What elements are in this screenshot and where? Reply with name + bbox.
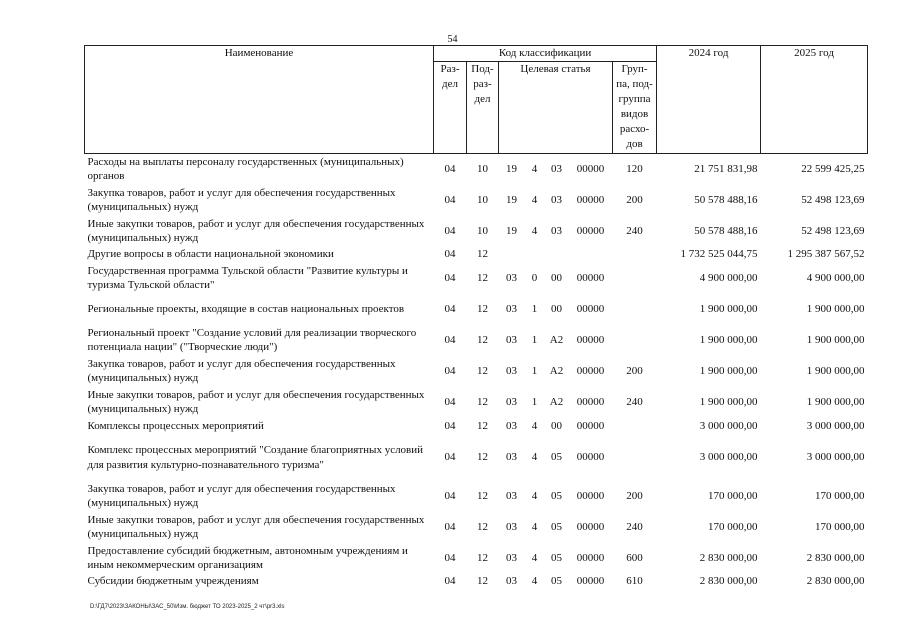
row-amount-2025: 3 000 000,00: [806, 419, 865, 432]
row-target-item: 05: [551, 551, 562, 564]
row-amount-2024: 50 578 488,16: [694, 224, 758, 237]
row-target-item: [545, 247, 569, 263]
row-section: 04: [444, 333, 456, 346]
row-expense-type: 120: [626, 162, 643, 175]
row-amount-2024: 3 000 000,00: [699, 419, 758, 432]
row-name: Закупка товаров, работ и услуг для обеспечения государственных (муниципальных) нужд: [87, 186, 396, 213]
row-target-type: 4: [531, 224, 538, 237]
row-amount-2024: 2 830 000,00: [699, 551, 758, 564]
row-target-type: 1: [531, 302, 538, 315]
row-target-program: 03: [506, 271, 517, 284]
row-section: 04: [444, 302, 456, 315]
table-row: [85, 543, 868, 574]
row-subsection: 12: [477, 395, 488, 408]
row-section: 04: [444, 364, 456, 377]
row-target-program: 03: [506, 520, 517, 533]
row-target-code: 00000: [576, 364, 605, 377]
row-subsection: 10: [477, 224, 488, 237]
row-amount-2024: 21 751 831,98: [694, 162, 758, 175]
row-amount-2025: 1 900 000,00: [806, 395, 865, 408]
header-expense-group: Груп- па, под- группа видов расхо- дов: [613, 62, 657, 154]
row-name: Региональный проект "Создание условий для реализации творческого потенциала нации" ("Творческие люди"): [87, 326, 417, 353]
row-target-code: 00000: [576, 551, 605, 564]
row-amount-2024: 1 900 000,00: [699, 364, 758, 377]
row-target-item: A2: [549, 364, 564, 377]
row-target-program: 19: [506, 193, 517, 206]
row-name: Субсидии бюджетным учреждениям: [87, 575, 259, 588]
row-expense-type: 240: [626, 395, 643, 408]
table-row: [85, 356, 868, 387]
row-target-item: A2: [549, 395, 564, 408]
row-amount-2025: 170 000,00: [815, 520, 865, 533]
row-target-item: 03: [551, 224, 562, 237]
table-row: [85, 481, 868, 512]
row-expense-type: [613, 247, 657, 263]
row-target-type: 4: [531, 451, 538, 463]
row-section: 04: [444, 193, 456, 206]
row-name: Комплекс процессных мероприятий "Создание благоприятных условий для развития культурно-познавательного туризма": [87, 444, 424, 471]
row-name: Закупка товаров, работ и услуг для обеспечения государственных (муниципальных) нужд: [87, 357, 396, 384]
row-target-type: 4: [531, 419, 538, 432]
row-target-item: 00: [551, 302, 562, 315]
row-target-program: 03: [506, 302, 517, 315]
row-target-code: 00000: [576, 419, 605, 432]
row-name: Предоставление субсидий бюджетным, автономным учреждениям и иным некоммерческим организациям: [87, 544, 408, 571]
row-amount-2025: 52 498 123,69: [801, 193, 865, 206]
row-expense-type: 600: [626, 551, 643, 564]
row-target-type: 1: [531, 333, 538, 346]
row-subsection: 12: [477, 520, 488, 533]
row-subsection: 10: [477, 162, 488, 175]
row-expense-type: [613, 263, 657, 294]
row-name: Другие вопросы в области национальной экономики: [87, 248, 334, 261]
row-section: 04: [444, 575, 456, 587]
row-target-item: A2: [549, 333, 564, 346]
table-row: [85, 512, 868, 543]
row-subsection: 12: [477, 551, 488, 564]
table-row: [85, 185, 868, 216]
row-target-code: [569, 247, 613, 263]
budget-table: [84, 45, 868, 590]
row-section: 04: [444, 395, 456, 408]
row-subsection: 12: [477, 248, 488, 260]
row-section: 04: [444, 520, 456, 533]
row-name: Расходы на выплаты персоналу государственных (муниципальных) органов: [87, 155, 404, 183]
row-target-code: 00000: [576, 451, 605, 463]
table-row: [85, 216, 868, 247]
row-target-code: 00000: [576, 224, 605, 237]
table-row: [85, 263, 868, 294]
row-section: 04: [444, 224, 456, 237]
table-row: [85, 247, 868, 263]
row-section: 04: [444, 271, 456, 284]
row-name: Закупка товаров, работ и услуг для обеспечения государственных (муниципальных) нужд: [87, 482, 396, 509]
row-amount-2025: 2 830 000,00: [806, 551, 865, 564]
header-subsection: Под- раз- дел: [467, 62, 499, 154]
row-target-item: 05: [551, 489, 562, 502]
row-target-code: 00000: [576, 162, 605, 175]
header-name: Наименование: [85, 46, 434, 154]
row-target-type: 4: [531, 551, 538, 564]
row-section: 04: [444, 551, 456, 564]
row-subsection: 12: [477, 333, 488, 346]
row-expense-type: 200: [626, 489, 643, 502]
row-amount-2025: 52 498 123,69: [801, 224, 865, 237]
row-target-program: 03: [506, 395, 517, 408]
row-target-program: 19: [506, 162, 517, 175]
row-section: 04: [444, 419, 456, 432]
row-target-type: 4: [531, 193, 538, 206]
row-target-program: 19: [506, 224, 517, 237]
row-target-program: 03: [506, 419, 517, 432]
row-target-program: 03: [506, 575, 517, 587]
row-target-code: 00000: [576, 193, 605, 206]
row-subsection: 12: [477, 451, 488, 463]
row-target-item: 05: [551, 451, 562, 463]
row-target-code: 00000: [576, 333, 605, 346]
row-target-program: 03: [506, 364, 517, 377]
row-name: Региональные проекты, входящие в состав национальных проектов: [87, 302, 405, 315]
row-target-item: 05: [551, 575, 562, 587]
row-subsection: 10: [477, 193, 488, 206]
header-classification: Код классификации: [434, 46, 657, 62]
row-target-code: 00000: [576, 271, 605, 284]
page-number: 54: [447, 34, 458, 45]
row-target-item: 05: [551, 520, 562, 533]
row-expense-type: 240: [626, 224, 643, 237]
row-subsection: 12: [477, 419, 488, 432]
row-amount-2025: 1 900 000,00: [806, 333, 865, 346]
row-target-item: 00: [551, 419, 562, 432]
row-expense-type: [613, 294, 657, 325]
row-amount-2025: 1 900 000,00: [806, 302, 865, 315]
row-target-type: 4: [531, 489, 538, 502]
row-target-type: 1: [531, 395, 538, 408]
row-name: Иные закупки товаров, работ и услуг для обеспечения государственных (муниципальных) нужд: [87, 388, 425, 415]
row-subsection: 12: [477, 364, 488, 377]
row-target-program: 03: [506, 333, 517, 346]
row-amount-2024: 170 000,00: [708, 520, 758, 533]
table-body: [85, 154, 868, 590]
row-amount-2025: 1 900 000,00: [806, 364, 865, 377]
row-target-item: 03: [551, 193, 562, 206]
row-amount-2024: 3 000 000,00: [699, 451, 758, 463]
row-section: 04: [444, 162, 456, 175]
table-row: [85, 387, 868, 418]
row-target-type: [525, 247, 545, 263]
row-amount-2025: 3 000 000,00: [806, 451, 865, 463]
row-expense-type: [613, 325, 657, 356]
row-subsection: 12: [477, 489, 488, 502]
row-section: 04: [444, 489, 456, 502]
row-section: 04: [444, 451, 456, 463]
row-amount-2025: 22 599 425,25: [801, 162, 865, 175]
table-row: [85, 418, 868, 435]
row-subsection: 12: [477, 271, 488, 284]
row-expense-type: [613, 418, 657, 435]
row-amount-2024: 1 900 000,00: [699, 395, 758, 408]
table-row: [85, 435, 868, 481]
row-amount-2024: 1 900 000,00: [699, 302, 758, 315]
row-expense-type: 200: [626, 193, 643, 206]
table-row: [85, 574, 868, 590]
header-year-2025: 2025 год: [761, 46, 868, 154]
row-target-type: 1: [531, 364, 538, 377]
row-target-code: 00000: [576, 520, 605, 533]
row-amount-2025: 2 830 000,00: [806, 575, 865, 587]
row-target-program: 03: [506, 489, 517, 502]
row-section: 04: [444, 248, 456, 260]
row-target-code: 00000: [576, 302, 605, 315]
row-name: Иные закупки товаров, работ и услуг для обеспечения государственных (муниципальных) нужд: [87, 217, 425, 244]
row-target-code: 00000: [576, 489, 605, 502]
row-target-type: 4: [531, 520, 538, 533]
row-name: Государственная программа Тульской области "Развитие культуры и туризма Тульской области": [87, 264, 408, 291]
row-subsection: 12: [477, 575, 488, 587]
row-target-program: 03: [506, 551, 517, 564]
row-amount-2025: 1 295 387 567,52: [787, 248, 865, 260]
table-row: [85, 294, 868, 325]
row-target-item: 00: [551, 271, 562, 284]
row-target-program: [499, 247, 525, 263]
row-amount-2025: 4 900 000,00: [806, 271, 865, 284]
row-expense-type: 240: [626, 520, 643, 533]
row-target-type: 0: [531, 271, 538, 284]
row-amount-2024: 1 900 000,00: [699, 333, 758, 346]
table-row: [85, 154, 868, 185]
row-name: Иные закупки товаров, работ и услуг для обеспечения государственных (муниципальных) нужд: [87, 513, 425, 540]
row-amount-2024: 4 900 000,00: [699, 271, 758, 284]
row-target-item: 03: [551, 162, 562, 175]
header-section: Раз- дел: [434, 62, 467, 154]
row-amount-2024: 170 000,00: [708, 489, 758, 502]
row-amount-2024: 50 578 488,16: [694, 193, 758, 206]
table-header: [85, 46, 868, 154]
row-target-code: 00000: [576, 575, 605, 587]
row-expense-type: 610: [626, 575, 643, 587]
row-expense-type: 200: [626, 364, 643, 377]
row-name: Комплексы процессных мероприятий: [87, 419, 264, 432]
row-subsection: 12: [477, 302, 488, 315]
row-expense-type: [613, 435, 657, 481]
row-amount-2025: 170 000,00: [815, 489, 865, 502]
header-target-article: Целевая статья: [499, 62, 613, 154]
row-target-type: 4: [531, 575, 538, 587]
row-amount-2024: 1 732 525 044,75: [680, 248, 758, 260]
row-amount-2024: 2 830 000,00: [699, 575, 758, 587]
row-target-code: 00000: [576, 395, 605, 408]
file-path-footer: D:\ГД7\2023\ЗАКОНЫ\ЗАС_50\Изм. бюджет ТО 2023-2025_2 чт\pr3.xls: [90, 604, 285, 610]
row-target-type: 4: [531, 162, 538, 175]
header-year-2024: 2024 год: [657, 46, 761, 154]
row-target-program: 03: [506, 451, 517, 463]
table-row: [85, 325, 868, 356]
